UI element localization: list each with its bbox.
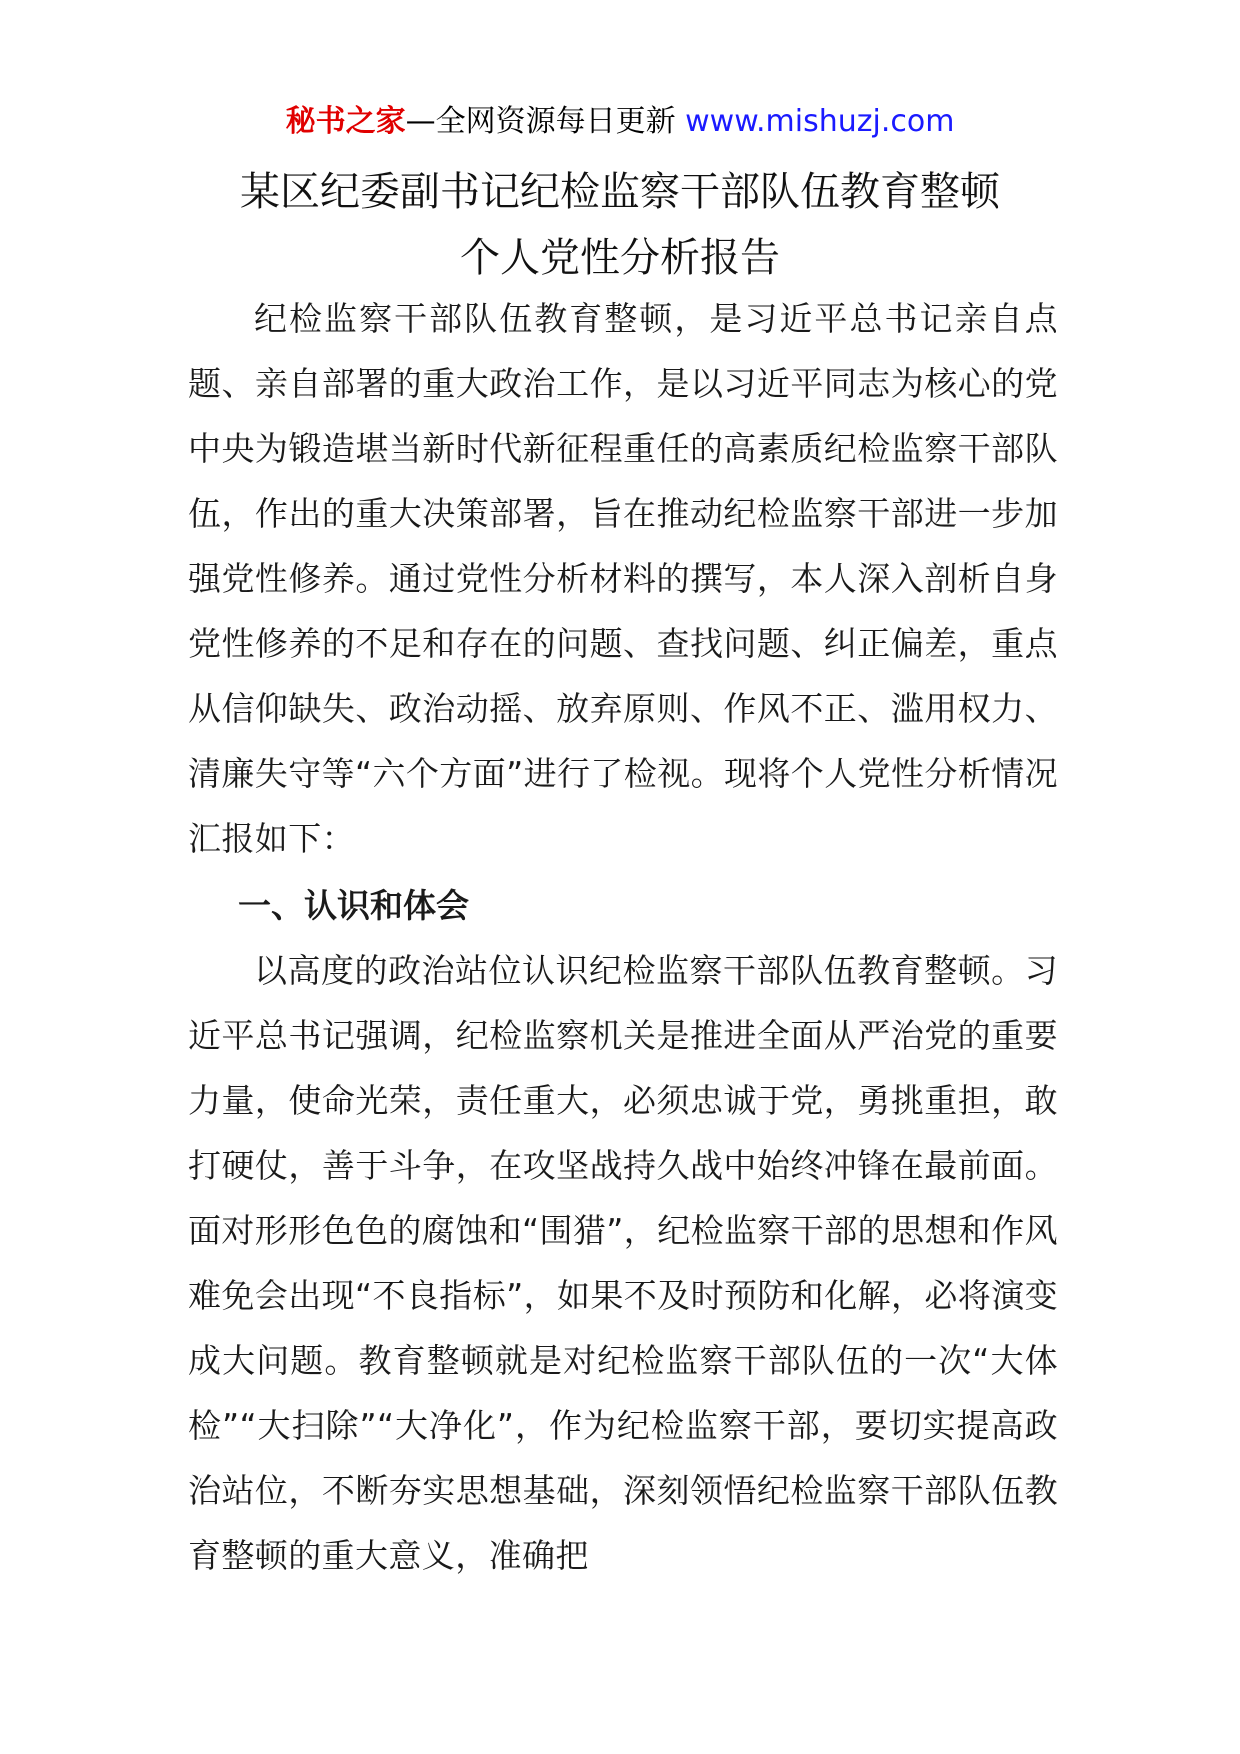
brand-name: 秘书之家	[285, 104, 406, 139]
document-title-line-2: 个人党性分析报告	[460, 235, 780, 281]
section-heading: 一、认识和体会	[238, 886, 469, 925]
document-title-line-1: 某区纪委副书记纪检监察干部队伍教育整顿	[240, 169, 1000, 215]
intro-paragraph: 纪检监察干部队伍教育整顿，是习近平总书记亲自点题、亲自部署的重大政治工作，是以习近平同志为核心的党中央为锻造堪当新时代新征程重任的高素质纪检监察干部队伍，作出的重大决策部署，旨在推动纪检监察干部进一步加强党性修养。通过党性分析材料的撰写，本人深入剖析自身党性修养的不足和存在的问题、查找问题、纠正偏差，重点从信仰缺失、政治动摇、放弃原则、作风不正、滥用权力、清廉失守等“六个方面”进行了检视。现将个人党性分析情况汇报如下：	[188, 299, 1058, 858]
section-paragraph: 以高度的政治站位认识纪检监察干部队伍教育整顿。习近平总书记强调，纪检监察机关是推进全面从严治党的重要力量，使命光荣，责任重大，必须忠诚于党，勇挑重担，敢打硬仗，善于斗争，在攻坚战持久战中始终冲锋在最前面。面对形形色色的腐蚀和“围猎”，纪检监察干部的思想和作风难免会出现“不良指标”，如果不及时预防和化解，必将演变成大问题。教育整顿就是对纪检监察干部队伍的一次“大体检”“大扫除”“大净化”，作为纪检监察干部，要切实提高政治站位，不断夯实思想基础，深刻领悟纪检监察干部队伍教育整顿的重大意义，准确把	[188, 951, 1058, 1575]
site-url-link[interactable]: www.mishuzj.com	[685, 104, 955, 139]
site-header	[0, 100, 1240, 144]
header-tagline: —全网资源每日更新	[405, 104, 686, 139]
